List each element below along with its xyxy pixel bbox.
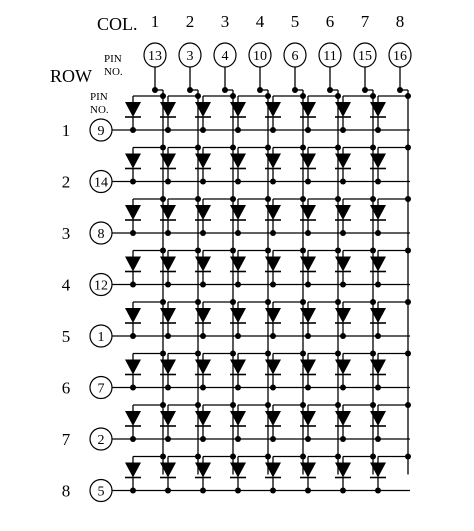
col-junction-dot bbox=[335, 145, 341, 151]
col-pin-label: 11 bbox=[323, 49, 337, 64]
col-number-label: 5 bbox=[290, 12, 300, 31]
col-number-label: 6 bbox=[325, 12, 335, 31]
col-pin-label-line2: NO. bbox=[104, 66, 123, 78]
col-number-label: 1 bbox=[150, 12, 160, 31]
col-junction-dot bbox=[300, 454, 306, 460]
row-pin-label-line1: PIN bbox=[90, 91, 108, 103]
col-pin-label: 3 bbox=[186, 49, 194, 64]
col-junction-dot bbox=[370, 351, 376, 357]
col-junction-dot bbox=[230, 93, 236, 99]
col-node-dot bbox=[327, 87, 333, 93]
col-junction-dot bbox=[300, 299, 306, 305]
col-pin-label: 6 bbox=[291, 49, 299, 64]
led-triangle bbox=[125, 102, 141, 117]
col-junction-dot bbox=[335, 196, 341, 202]
col-junction-dot bbox=[300, 196, 306, 202]
col-junction-dot bbox=[195, 93, 201, 99]
col-junction-dot bbox=[405, 145, 411, 151]
col-junction-dot bbox=[195, 299, 201, 305]
col-junction-dot bbox=[230, 454, 236, 460]
component-layer bbox=[125, 102, 386, 478]
col-junction-dot bbox=[370, 299, 376, 305]
led-diode-icon bbox=[125, 411, 141, 426]
row-junction-dot bbox=[305, 179, 311, 185]
led-diode-icon bbox=[125, 154, 141, 169]
row-number-label: 6 bbox=[61, 378, 71, 398]
row-header-label: ROW bbox=[50, 66, 92, 86]
row-junction-dot bbox=[375, 385, 381, 391]
col-junction-dot bbox=[160, 351, 166, 357]
row-junction-dot bbox=[200, 488, 206, 494]
col-junction-dot bbox=[160, 93, 166, 99]
col-junction-dot bbox=[160, 299, 166, 305]
row-pin-label: 5 bbox=[97, 484, 105, 500]
row-number-label: 1 bbox=[61, 121, 71, 140]
row-junction-dot bbox=[130, 230, 136, 236]
row-junction-dot bbox=[200, 385, 206, 391]
row-junction-dot bbox=[200, 436, 206, 442]
col-junction-dot bbox=[195, 454, 201, 460]
row-junction-dot bbox=[305, 436, 311, 442]
col-junction-dot bbox=[160, 454, 166, 460]
row-junction-dot bbox=[200, 230, 206, 236]
led-diode-icon bbox=[125, 463, 141, 478]
col-junction-dot bbox=[335, 351, 341, 357]
col-header-label: COL. bbox=[97, 14, 138, 34]
col-node-dot bbox=[257, 87, 263, 93]
col-junction-dot bbox=[160, 248, 166, 254]
row-junction-dot bbox=[235, 282, 241, 288]
row-number-label: 7 bbox=[61, 430, 71, 449]
row-number-label: 8 bbox=[61, 481, 71, 501]
row-junction-dot bbox=[340, 488, 346, 494]
row-junction-dot bbox=[165, 385, 171, 391]
col-junction-dot bbox=[265, 299, 271, 305]
col-junction-dot bbox=[195, 351, 201, 357]
col-junction-dot bbox=[265, 351, 271, 357]
col-junction-dot bbox=[405, 299, 411, 305]
col-junction-dot bbox=[230, 351, 236, 357]
row-pin-label: 8 bbox=[97, 227, 105, 242]
col-node-dot bbox=[187, 87, 193, 93]
row-junction-dot bbox=[340, 179, 346, 185]
row-junction-dot bbox=[305, 127, 311, 133]
col-node-dot bbox=[397, 87, 403, 93]
row-junction-dot bbox=[235, 333, 241, 339]
col-number-label: 2 bbox=[185, 12, 195, 31]
col-junction-dot bbox=[230, 299, 236, 305]
col-pin-label-line1: PIN bbox=[104, 53, 122, 65]
col-junction-dot bbox=[230, 145, 236, 151]
row-junction-dot bbox=[270, 127, 276, 133]
row-number-label: 4 bbox=[61, 275, 71, 295]
row-pin-label-line2: NO. bbox=[90, 104, 109, 116]
col-junction-dot bbox=[405, 196, 411, 202]
col-junction-dot bbox=[265, 196, 271, 202]
col-pin-label: 15 bbox=[358, 49, 372, 64]
col-junction-dot bbox=[230, 402, 236, 408]
row-junction-dot bbox=[130, 488, 136, 494]
col-junction-dot bbox=[160, 402, 166, 408]
row-junction-dot bbox=[375, 436, 381, 442]
led-diode-icon bbox=[125, 205, 141, 220]
row-junction-dot bbox=[165, 230, 171, 236]
row-junction-dot bbox=[130, 436, 136, 442]
row-pin-label: 7 bbox=[97, 381, 105, 397]
col-node-dot bbox=[152, 87, 158, 93]
col-junction-dot bbox=[265, 93, 271, 99]
col-junction-dot bbox=[195, 196, 201, 202]
row-pin-label: 2 bbox=[97, 433, 105, 448]
col-junction-dot bbox=[370, 145, 376, 151]
row-junction-dot bbox=[165, 127, 171, 133]
led-triangle bbox=[125, 463, 141, 478]
row-junction-dot bbox=[270, 488, 276, 494]
col-junction-dot bbox=[160, 145, 166, 151]
row-junction-dot bbox=[165, 179, 171, 185]
col-junction-dot bbox=[370, 454, 376, 460]
row-junction-dot bbox=[235, 385, 241, 391]
row-junction-dot bbox=[305, 230, 311, 236]
col-node-dot bbox=[222, 87, 228, 93]
row-junction-dot bbox=[200, 282, 206, 288]
led-diode-icon bbox=[125, 257, 141, 272]
row-number-label: 3 bbox=[61, 224, 71, 243]
col-junction-dot bbox=[370, 196, 376, 202]
col-junction-dot bbox=[335, 248, 341, 254]
col-pin-label: 16 bbox=[393, 49, 407, 64]
col-junction-dot bbox=[265, 248, 271, 254]
row-junction-dot bbox=[340, 385, 346, 391]
row-junction-dot bbox=[340, 127, 346, 133]
row-junction-dot bbox=[305, 385, 311, 391]
col-junction-dot bbox=[370, 402, 376, 408]
col-node-dot bbox=[292, 87, 298, 93]
row-junction-dot bbox=[130, 127, 136, 133]
col-pin-label: 4 bbox=[221, 49, 229, 64]
col-number-label: 3 bbox=[220, 12, 230, 31]
row-junction-dot bbox=[270, 436, 276, 442]
row-junction-dot bbox=[235, 436, 241, 442]
col-junction-dot bbox=[405, 454, 411, 460]
col-junction-dot bbox=[405, 351, 411, 357]
col-junction-dot bbox=[405, 93, 411, 99]
row-junction-dot bbox=[270, 179, 276, 185]
led-diode-icon bbox=[125, 308, 141, 323]
row-junction-dot bbox=[165, 488, 171, 494]
row-junction-dot bbox=[340, 230, 346, 236]
col-pin-label: 13 bbox=[148, 49, 162, 64]
row-pin-label: 12 bbox=[94, 278, 108, 294]
row-junction-dot bbox=[375, 127, 381, 133]
col-junction-dot bbox=[230, 196, 236, 202]
row-pin-label: 9 bbox=[97, 124, 105, 139]
led-triangle bbox=[125, 257, 141, 272]
col-junction-dot bbox=[335, 93, 341, 99]
row-number-label: 5 bbox=[61, 327, 71, 346]
row-pin-label: 14 bbox=[94, 175, 108, 191]
col-number-label: 4 bbox=[255, 12, 265, 31]
row-junction-dot bbox=[305, 333, 311, 339]
led-triangle bbox=[125, 308, 141, 323]
led-triangle bbox=[125, 154, 141, 169]
row-junction-dot bbox=[130, 333, 136, 339]
col-junction-dot bbox=[405, 248, 411, 254]
row-junction-dot bbox=[235, 127, 241, 133]
row-junction-dot bbox=[130, 282, 136, 288]
row-junction-dot bbox=[235, 488, 241, 494]
col-junction-dot bbox=[300, 145, 306, 151]
row-junction-dot bbox=[200, 179, 206, 185]
col-junction-dot bbox=[335, 454, 341, 460]
row-junction-dot bbox=[270, 230, 276, 236]
row-junction-dot bbox=[375, 282, 381, 288]
col-junction-dot bbox=[370, 248, 376, 254]
col-number-label: 8 bbox=[395, 12, 405, 31]
row-junction-dot bbox=[270, 385, 276, 391]
row-junction-dot bbox=[340, 282, 346, 288]
row-junction-dot bbox=[375, 179, 381, 185]
led-triangle bbox=[125, 411, 141, 426]
row-number-label: 2 bbox=[61, 172, 71, 192]
led-diode-icon bbox=[125, 360, 141, 375]
col-junction-dot bbox=[335, 299, 341, 305]
col-junction-dot bbox=[405, 402, 411, 408]
led-diode-icon bbox=[125, 102, 141, 117]
col-junction-dot bbox=[335, 402, 341, 408]
row-pin-label: 1 bbox=[97, 330, 105, 345]
row-junction-dot bbox=[200, 127, 206, 133]
col-junction-dot bbox=[265, 402, 271, 408]
row-junction-dot bbox=[200, 333, 206, 339]
wire-layer bbox=[112, 67, 411, 494]
col-junction-dot bbox=[230, 248, 236, 254]
col-junction-dot bbox=[160, 196, 166, 202]
row-junction-dot bbox=[375, 333, 381, 339]
col-junction-dot bbox=[195, 402, 201, 408]
col-junction-dot bbox=[300, 351, 306, 357]
row-junction-dot bbox=[375, 488, 381, 494]
col-junction-dot bbox=[265, 145, 271, 151]
col-junction-dot bbox=[195, 145, 201, 151]
row-junction-dot bbox=[375, 230, 381, 236]
col-node-dot bbox=[362, 87, 368, 93]
col-pin-label: 10 bbox=[253, 49, 267, 64]
row-junction-dot bbox=[270, 282, 276, 288]
row-junction-dot bbox=[165, 282, 171, 288]
col-junction-dot bbox=[265, 454, 271, 460]
row-junction-dot bbox=[340, 333, 346, 339]
row-junction-dot bbox=[305, 282, 311, 288]
col-junction-dot bbox=[195, 248, 201, 254]
col-number-label: 7 bbox=[360, 12, 370, 31]
col-junction-dot bbox=[300, 402, 306, 408]
row-junction-dot bbox=[165, 333, 171, 339]
led-triangle bbox=[125, 205, 141, 220]
row-junction-dot bbox=[130, 179, 136, 185]
row-junction-dot bbox=[235, 179, 241, 185]
row-junction-dot bbox=[305, 488, 311, 494]
row-junction-dot bbox=[270, 333, 276, 339]
col-junction-dot bbox=[300, 248, 306, 254]
led-triangle bbox=[125, 360, 141, 375]
col-junction-dot bbox=[300, 93, 306, 99]
row-junction-dot bbox=[340, 436, 346, 442]
col-junction-dot bbox=[370, 93, 376, 99]
row-junction-dot bbox=[235, 230, 241, 236]
row-junction-dot bbox=[130, 385, 136, 391]
row-junction-dot bbox=[165, 436, 171, 442]
